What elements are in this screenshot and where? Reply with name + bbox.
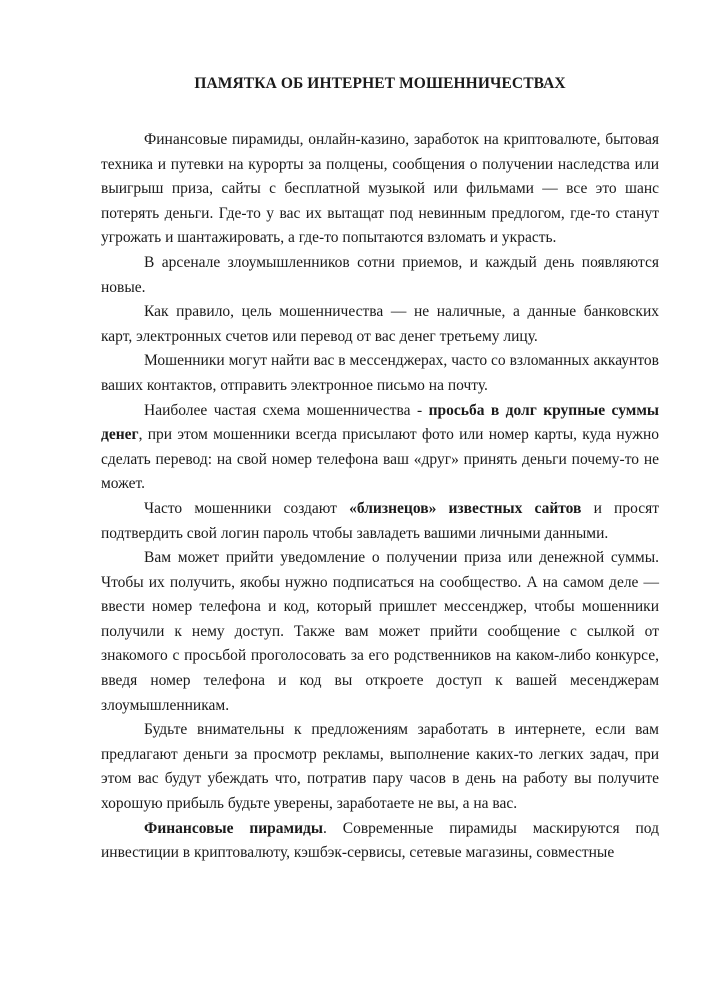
paragraph-text: . Современные пирамиды маскируются под инвестиции в криптовалюту, кэшбэк-сервисы, сетевые магазины, совместные — [101, 819, 659, 862]
paragraph-arsenal — [101, 251, 659, 300]
paragraph-text: Вам может прийти уведомление о получении приза или денежной суммы. Чтобы их получить, якобы нужно подписаться на сообщество. А на самом деле — ввести номер телефона и код, который пришлет мессенджер, чтобы мошенники получили к нему доступ. Также вам может прийти сообщение с сылкой от знакомого с просьбой проголосовать за его родственников на каком-либо конкурсе, введя номер телефона и код вы откроете доступ к вашей месенджерам злоумышленникам. — [101, 549, 659, 714]
paragraph-text: Будьте внимательны к предложениям заработать в интернете, если вам предлагают деньги за просмотр рекламы, выполнение каких-то легких задач, при этом вас будут убеждать что, потратив пару часов в день на работу вы получите хорошую прибыль будьте уверены, заработаете не вы, а на вас. — [101, 721, 659, 813]
paragraph-text: и просят подтвердить свой логин пароль чтобы завладеть вашими личными данными. — [101, 499, 660, 542]
paragraph-intro — [101, 128, 659, 251]
paragraph-goal — [101, 300, 659, 349]
paragraph-online-earnings — [101, 718, 659, 816]
paragraph-loan-scheme — [101, 399, 659, 497]
document-page — [101, 72, 659, 866]
emphasis-clone-sites: «близнецов» известных сайтов — [349, 499, 582, 517]
paragraph-text: Наиболее частая схема мошенничества - — [144, 401, 429, 419]
paragraph-text: Мошенники могут найти вас в мессенджерах, часто со взломанных аккаунтов ваших контактов, отправить электронное письмо на почту. — [101, 352, 659, 394]
paragraph-text: , при этом мошенники всегда присылают фото или номер карты, куда нужно сделать перевод: на свой номер телефона ваш «друг» принять деньги почему-то не может. — [101, 426, 659, 493]
document-title: ПАМЯТКА ОБ ИНТЕРНЕТ МОШЕННИЧЕСТВАХ — [194, 75, 566, 92]
emphasis-loan-request: просьба в долг крупные суммы денег — [101, 401, 659, 444]
emphasis-financial-pyramids: Финансовые пирамиды — [144, 819, 323, 837]
paragraph-text: Финансовые пирамиды, онлайн-казино, заработок на криптовалюте, бытовая техника и путевки на курорты за полцены, сообщения о получении наследства или выигрыш приза, сайты с бесплатной музыкой или фильмами — все это шанс потерять деньги. Где-то у вас их вытащат под невинным предлогом, где-то станут угрожать и шантажировать, а где-то попытаются взломать и украсть. — [101, 131, 659, 247]
paragraph-prize-notice — [101, 546, 659, 718]
paragraph-messengers — [101, 349, 659, 398]
paragraph-text: Как правило, цель мошенничества — не наличные, а данные банковских карт, электронных счетов или перевод от вас денег третьему лицу. — [101, 303, 659, 345]
paragraph-pyramids — [101, 817, 659, 866]
paragraph-text: Часто мошенники создают — [144, 499, 350, 517]
paragraph-text: В арсенале злоумышленников сотни приемов, и каждый день появляются новые. — [101, 253, 659, 296]
paragraph-clone-sites — [101, 497, 659, 546]
